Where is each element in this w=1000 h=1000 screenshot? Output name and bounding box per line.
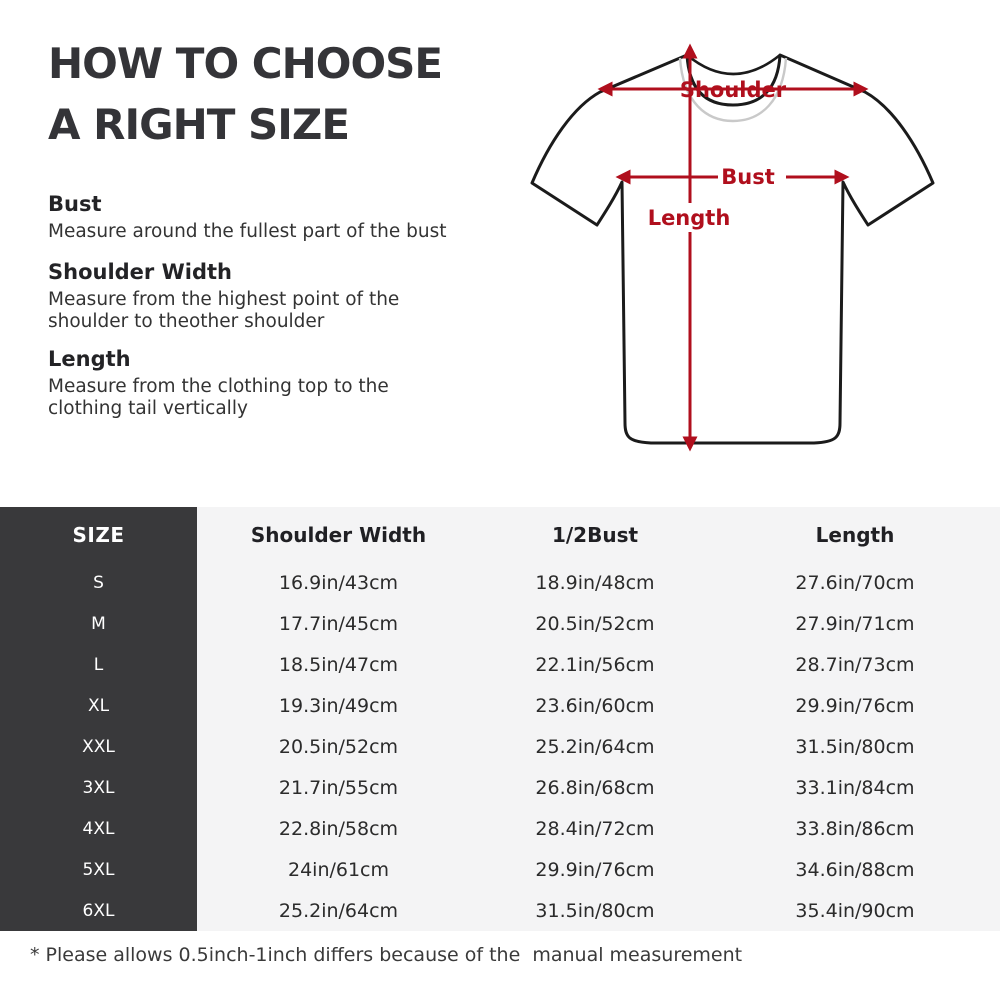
half-bust-value: 25.2in/64cm	[535, 735, 655, 758]
tshirt-diagram-svg	[525, 25, 985, 465]
table-row	[0, 603, 1000, 644]
shoulder-width-value: 25.2in/64cm	[278, 899, 399, 922]
instruction-shoulder-width	[48, 259, 478, 332]
length-value: 29.9in/76cm	[795, 694, 915, 717]
length-label: Length	[647, 206, 731, 230]
shoulder-width-value: 22.8in/58cm	[278, 817, 399, 840]
column-header-half-bust: 1/2Bust	[551, 522, 639, 547]
instruction-text: shoulder to theother shoulder	[48, 310, 325, 332]
length-value: 27.9in/71cm	[795, 612, 915, 635]
instruction-heading: Bust	[48, 192, 102, 216]
size-table	[0, 507, 1000, 931]
shoulder-width-value: 18.5in/47cm	[278, 653, 399, 676]
table-row	[0, 562, 1000, 603]
instruction-text: Measure around the fullest part of the bust	[48, 221, 447, 242]
half-bust-value: 28.4in/72cm	[535, 817, 655, 840]
table-row	[0, 644, 1000, 685]
length-value: 27.6in/70cm	[795, 571, 915, 594]
tshirt-diagram	[525, 25, 985, 465]
instruction-text: clothing tail vertically	[48, 397, 248, 419]
collar-back-icon	[687, 55, 780, 74]
instruction-bust	[48, 191, 478, 243]
shoulder-width-value: 17.7in/45cm	[278, 612, 399, 635]
shoulder-label: Shoulder	[679, 78, 787, 102]
table-row	[0, 726, 1000, 767]
size-label: XL	[0, 685, 197, 726]
table-row	[0, 890, 1000, 931]
length-value: 33.8in/86cm	[795, 817, 915, 840]
bust-label: Bust	[721, 165, 775, 189]
half-bust-value: 20.5in/52cm	[535, 612, 655, 635]
column-header-length: Length	[815, 522, 895, 547]
half-bust-value: 22.1in/56cm	[535, 653, 655, 676]
shoulder-width-value: 21.7in/55cm	[278, 776, 399, 799]
length-value: 31.5in/80cm	[795, 735, 915, 758]
size-label: S	[0, 562, 197, 603]
size-table-rows	[0, 562, 1000, 931]
shoulder-width-value: 16.9in/43cm	[278, 571, 399, 594]
page-title	[48, 33, 442, 155]
table-row	[0, 767, 1000, 808]
table-row	[0, 685, 1000, 726]
half-bust-value: 18.9in/48cm	[535, 571, 655, 594]
tshirt-outline-icon	[532, 55, 933, 443]
column-header-size: SIZE	[0, 507, 197, 562]
length-value: 34.6in/88cm	[795, 858, 915, 881]
half-bust-value: 31.5in/80cm	[535, 899, 655, 922]
length-value: 35.4in/90cm	[795, 899, 915, 922]
length-value: 33.1in/84cm	[795, 776, 915, 799]
size-label: 6XL	[0, 890, 197, 931]
title-line-2: A RIGHT SIZE	[48, 100, 350, 149]
table-row	[0, 808, 1000, 849]
instruction-text: Measure from the highest point of the	[48, 289, 400, 310]
shoulder-width-value: 24in/61cm	[287, 858, 390, 881]
instruction-length	[48, 346, 478, 419]
footnote: * Please allows 0.5inch-1inch differs because of the manual measurement	[30, 944, 743, 966]
title-line-1: HOW TO CHOOSE	[48, 39, 443, 88]
column-header-shoulder-width: Shoulder Width	[250, 522, 427, 547]
size-table-header	[0, 507, 1000, 562]
half-bust-value: 29.9in/76cm	[535, 858, 655, 881]
instruction-text: Measure from the clothing top to the	[48, 376, 389, 397]
shoulder-width-value: 19.3in/49cm	[278, 694, 399, 717]
shoulder-width-value: 20.5in/52cm	[278, 735, 399, 758]
instruction-heading: Length	[48, 347, 131, 371]
instruction-heading: Shoulder Width	[48, 260, 232, 284]
size-label: 3XL	[0, 767, 197, 808]
size-label: 4XL	[0, 808, 197, 849]
size-label: L	[0, 644, 197, 685]
size-label: XXL	[0, 726, 197, 767]
length-value: 28.7in/73cm	[795, 653, 915, 676]
size-label: 5XL	[0, 849, 197, 890]
size-label: M	[0, 603, 197, 644]
half-bust-value: 23.6in/60cm	[535, 694, 655, 717]
half-bust-value: 26.8in/68cm	[535, 776, 655, 799]
table-row	[0, 849, 1000, 890]
